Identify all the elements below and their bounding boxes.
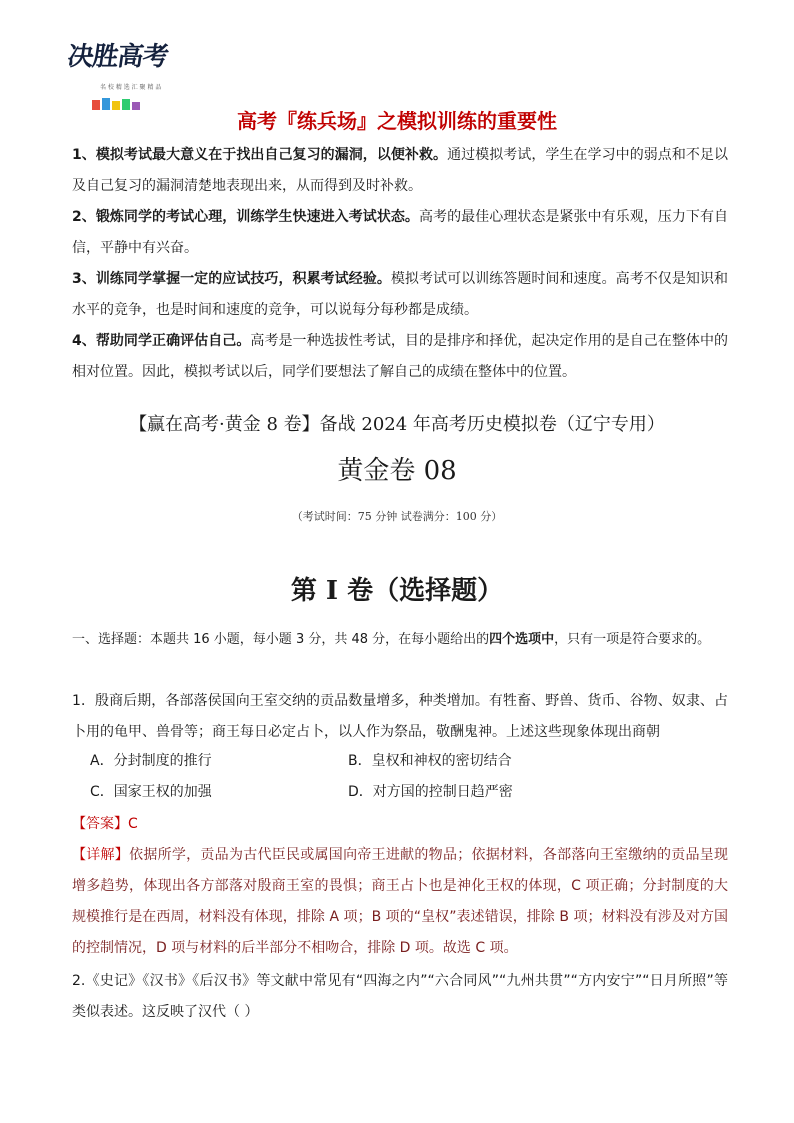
importance-heading: 4、帮助同学正确评估自己。 (72, 333, 251, 349)
instructions-text: 一、选择题：本题共 16 小题，每小题 3 分，共 48 分，在每小题给出的 (72, 632, 490, 647)
logo-text: 决胜高考 (65, 42, 170, 72)
answer-value: C (128, 816, 138, 832)
instructions (72, 626, 728, 654)
golden-title: 黄金卷 08 (337, 456, 457, 486)
question-1-option-a: A．分封制度的推行 (90, 753, 212, 769)
importance-text: 通过模拟考试，学生在学习中的弱点和不足以及自己复习的漏洞清楚地表现出来，从而得到及时补救。 (72, 147, 728, 194)
question-1-option-d: D．对方国的控制日趋严密 (348, 784, 513, 800)
importance-item-4 (72, 326, 728, 388)
importance-heading: 3、训练同学掌握一定的应试技巧，积累考试经验。 (72, 271, 391, 287)
detail-text: 依据所学，贡品为古代臣民或属国向帝王进献的物品；依据材料，各部落向王室缴纳的贡品呈现增多趋势，体现出各方部落对殷商王室的畏惧；商王占卜也是神化王权的体现，C 项正确；分封制度的大规模推行是在西周，材料没有体现，排除 A 项；B 项的“皇权”表述错误，排除 B 项；材料没有涉及对方国的控制情况，D 项与材料的后半部分不相吻合，排除 D 项。故选 C 项。 (72, 847, 729, 956)
instructions-text-end: ，只有一项是符合要求的。 (554, 632, 711, 647)
answer-label: 【答案】 (72, 816, 128, 832)
series-title: 【赢在高考·黄金 8 卷】备战 2024 年高考历史模拟卷（辽宁专用） (129, 414, 665, 435)
importance-text: 高考是一种选拔性考试，目的是排序和择优，起决定作用的是自己在整体中的相对位置。因此，模拟考试以后，同学们要想法了解自己的成绩在整体中的位置。 (72, 333, 729, 380)
importance-item-1 (72, 140, 728, 202)
importance-heading: 1、模拟考试最大意义在于找出自己复习的漏洞，以便补救。 (72, 147, 448, 163)
headline: 高考『练兵场』之模拟训练的重要性 (237, 109, 557, 133)
logo-subtext: 名 校 精 选 汇 聚 精 品 (100, 84, 162, 91)
importance-item-2 (72, 202, 728, 264)
question-1-option-b: B．皇权和神权的密切结合 (348, 753, 512, 769)
question-1-option-c: C．国家王权的加强 (90, 784, 212, 800)
section-title: 第 I 卷（选择题） (290, 576, 504, 606)
importance-text: 高考的最佳心理状态是紧张中有乐观，压力下有自信，平静中有兴奋。 (72, 209, 728, 256)
importance-item-3 (72, 264, 728, 326)
question-1-stem: 1．殷商后期，各部落侯国向王室交纳的贡品数量增多，种类增加。有牲畜、野兽、货币、谷物、奴隶、占卜用的龟甲、兽骨等；商王每日必定占卜，以人作为祭品，敬酬鬼神。上述这些现象体现出商朝 (72, 693, 728, 740)
question-2-stem: 2.《史记》《汉书》《后汉书》等文献中常见有“四海之内”“六合同风”“九州共贯”“方内安宁”“日月所照”等类似表述。这反映了汉代（ ） (72, 973, 728, 1020)
brand-logo (60, 30, 180, 110)
importance-heading: 2、锻炼同学的考试心理，训练学生快速进入考试状态。 (72, 209, 419, 225)
detail-label: 【详解】 (72, 847, 130, 863)
importance-text: 模拟考试可以训练答题时间和速度。高考不仅是知识和水平的竞争，也是时间和速度的竞争，可以说每分每秒都是成绩。 (72, 271, 728, 318)
instructions-emphasis: 四个选项中 (489, 632, 555, 647)
question-1-answer (72, 813, 138, 833)
exam-info: （考试时间：75 分钟 试卷满分：100 分） (291, 510, 503, 523)
question-1-detail (72, 840, 728, 964)
